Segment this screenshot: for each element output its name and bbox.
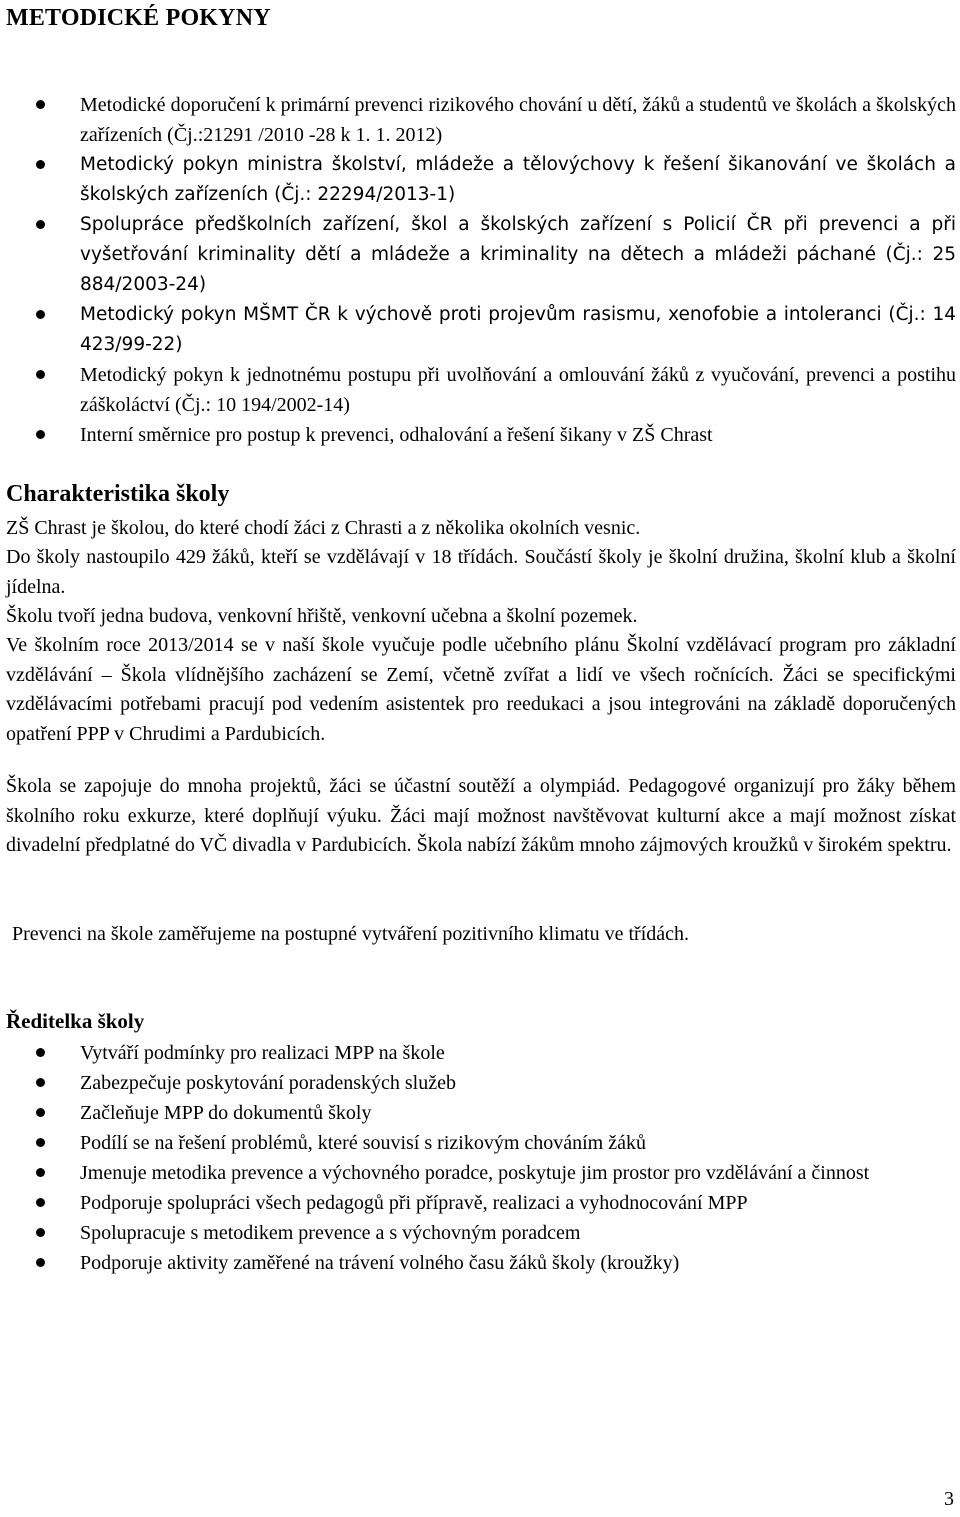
list-item	[0, 1128, 960, 1158]
bullet-icon	[36, 1198, 45, 1207]
list-item	[0, 90, 960, 150]
paragraph: Škola se zapojuje do mnoha projektů, žáci se účastní soutěží a olympiád. Pedagogové organizují pro žáky během školního roku exkurze, které doplňují výuku. Žáci mají možnost navštěvovat kulturní akce a mají možnost získat divadelní předplatné do VČ divadla v Pardubicích. Škola nabízí žákům mnoho zájmových kroužků v širokém spektru.	[6, 775, 956, 856]
list-item-text: Metodické doporučení k primární prevenci rizikového chování u dětí, žáků a studentů ve školách a školských zařízeních (Čj.:21291 /2010 -28 k 1. 1. 2012)	[80, 94, 956, 146]
list-item	[0, 300, 960, 360]
bullet-icon	[36, 1258, 45, 1267]
list-item	[0, 420, 960, 450]
bullet-icon	[36, 1168, 45, 1177]
paragraph: Školu tvoří jedna budova, venkovní hřiště, venkovní učebna a školní pozemek.	[6, 605, 638, 627]
bullet-icon	[36, 1078, 45, 1087]
bullet-icon	[36, 1228, 45, 1237]
list-item-text: Interní směrnice pro postup k prevenci, odhalování a řešení šikany v ZŠ Chrast	[80, 424, 713, 446]
list-item	[0, 1248, 960, 1278]
director-duties-list	[0, 1038, 960, 1278]
bullet-icon	[36, 160, 45, 169]
paragraph: Ve školním roce 2013/2014 se v naší škole vyučuje podle učebního plánu Školní vzdělávací program pro základní vzdělávání – Škola vlídnějšího zacházení se Zemí, včetně zvířat a lidí ve všech ročnících. Žáci se specifickými vzdělávacími potřebami pracují pod vedením asistentek pro reedukaci a jsou integrováni na základě doporučených opatření PPP v Chrudimi a Pardubicích.	[6, 634, 956, 745]
paragraph: Do školy nastoupilo 429 žáků, kteří se vzdělávají v 18 třídách. Součástí školy je školní družina, školní klub a školní jídelna.	[6, 546, 956, 598]
list-item	[0, 1158, 960, 1188]
list-item	[0, 1218, 960, 1248]
list-item-text: Vytváří podmínky pro realizaci MPP na škole	[80, 1042, 445, 1064]
list-item-text: Spolupráce předškolních zařízení, škol a školských zařízení s Policií ČR při prevenci a při vyšetřování kriminality dětí a mládeže a kriminality na dětech a mládeži páchané (Čj.: 25 884/2003-24)	[80, 214, 956, 295]
list-item	[0, 150, 960, 210]
list-item-text: Podílí se na řešení problémů, které souvisí s rizikovým chováním žáků	[80, 1132, 646, 1154]
bullet-icon	[36, 430, 45, 439]
prevention-statement: Prevenci na škole zaměřujeme na postupné vytváření pozitivního klimatu ve třídách.	[12, 923, 690, 945]
list-item-text: Podporuje aktivity zaměřené na trávení volného času žáků školy (kroužky)	[80, 1252, 680, 1274]
list-item	[0, 1068, 960, 1098]
bullet-icon	[36, 310, 45, 319]
list-item	[0, 210, 960, 300]
list-item-text: Metodický pokyn k jednotnému postupu při uvolňování a omlouvání žáků z vyučování, prevenci a postihu záškoláctví (Čj.: 10 194/2002-14)	[80, 364, 956, 416]
list-item	[0, 1188, 960, 1218]
page-number: 3	[944, 1488, 954, 1510]
list-item-text: Metodický pokyn ministra školství, mládeže a tělovýchovy k řešení šikanování ve školách a školských zařízeních (Čj.: 22294/2013-1)	[80, 154, 956, 205]
page-title: METODICKÉ POKYNY	[6, 5, 271, 31]
bullet-icon	[36, 370, 45, 379]
list-item	[0, 360, 960, 420]
bullet-icon	[36, 1048, 45, 1057]
bullet-icon	[36, 1108, 45, 1117]
bullet-icon	[36, 100, 45, 109]
list-item-text: Spolupracuje s metodikem prevence a s výchovným poradcem	[80, 1222, 581, 1244]
section-heading-characteristics: Charakteristika školy	[6, 481, 230, 507]
list-item-text: Metodický pokyn MŠMT ČR k výchově proti projevům rasismu, xenofobie a intoleranci (Čj.: 14 423/99-22)	[80, 304, 956, 355]
list-item-text: Jmenuje metodika prevence a výchovného poradce, poskytuje jim prostor pro vzdělávání a činnost	[80, 1162, 870, 1184]
list-item	[0, 1098, 960, 1128]
bullet-icon	[36, 1138, 45, 1147]
list-item-text: Podporuje spolupráci všech pedagogů při přípravě, realizaci a vyhodnocování MPP	[80, 1192, 748, 1214]
list-item	[0, 1038, 960, 1068]
list-item-text: Začleňuje MPP do dokumentů školy	[80, 1102, 372, 1124]
paragraph: ZŠ Chrast je školou, do které chodí žáci z Chrasti a z několika okolních vesnic.	[6, 517, 641, 539]
bullet-icon	[36, 220, 45, 229]
guidelines-list	[0, 90, 960, 450]
section-heading-director: Ředitelka školy	[6, 1009, 145, 1033]
list-item-text: Zabezpečuje poskytování poradenských služeb	[80, 1072, 456, 1094]
